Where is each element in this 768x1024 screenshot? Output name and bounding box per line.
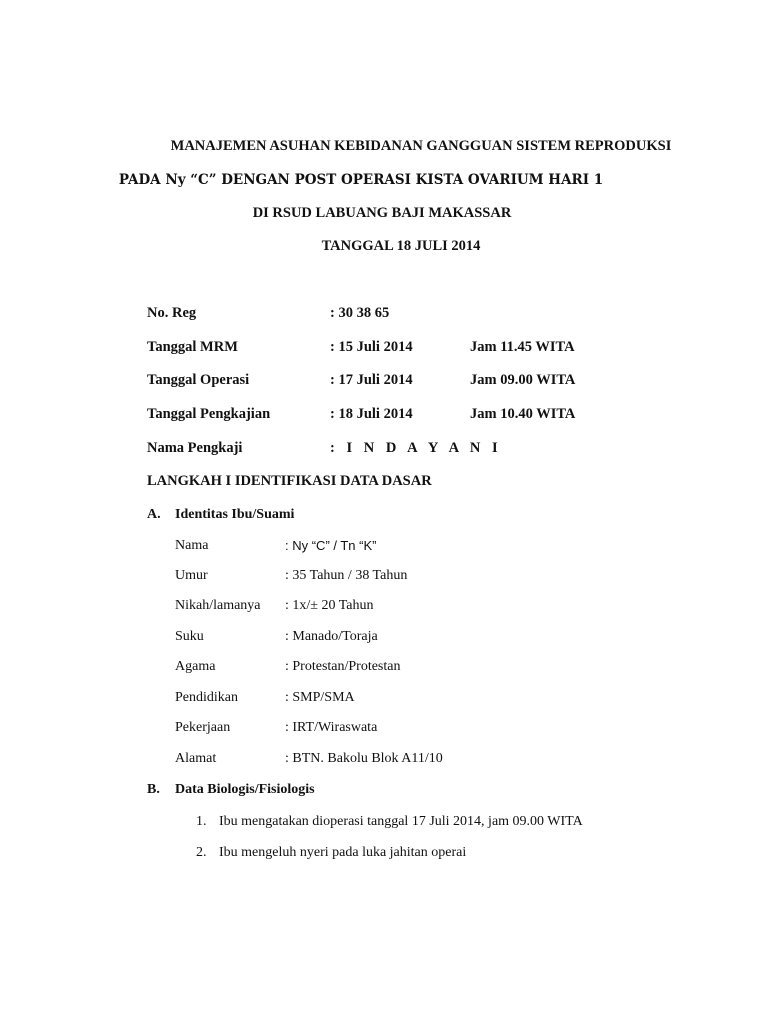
registration-time: Jam 10.40 WITA (470, 406, 576, 422)
identity-label: Nama (175, 538, 209, 553)
registration-time: Jam 09.00 WITA (470, 372, 576, 388)
identity-label: Agama (175, 659, 216, 674)
identity-label: Pendidikan (175, 690, 238, 705)
registration-value: : I N D A Y A N I (330, 440, 502, 456)
registration-label: Tanggal Operasi (147, 372, 250, 388)
section-a-title: Identitas Ibu/Suami (175, 507, 295, 522)
title-line-4: TANGGAL 18 JULI 2014 (321, 238, 481, 254)
identity-value: : 1x/± 20 Tahun (285, 598, 374, 613)
identity-value: : 35 Tahun / 38 Tahun (285, 568, 408, 583)
section-b-title: Data Biologis/Fisiologis (175, 782, 315, 797)
title-line-3: DI RSUD LABUANG BAJI MAKASSAR (252, 205, 512, 221)
list-item-text: Ibu mengatakan dioperasi tanggal 17 Juli 2014, jam 09.00 WITA (219, 814, 583, 829)
registration-label: No. Reg (147, 305, 197, 321)
identity-value: : BTN. Bakolu Blok A11/10 (285, 751, 443, 766)
identity-label: Umur (175, 568, 208, 583)
identity-label: Suku (175, 629, 204, 644)
step-heading: LANGKAH I IDENTIFIKASI DATA DASAR (147, 473, 432, 489)
identity-value: : Manado/Toraja (285, 629, 378, 644)
identity-value: : IRT/Wiraswata (285, 720, 378, 735)
registration-label: Nama Pengkaji (147, 440, 243, 456)
identity-value: : SMP/SMA (285, 690, 355, 705)
title-line-2: PADA Ny “C” DENGAN POST OPERASI KISTA OVARIUM HARI 1 (118, 172, 604, 188)
list-item-text: Ibu mengeluh nyeri pada luka jahitan operai (219, 845, 467, 860)
identity-label: Pekerjaan (175, 720, 231, 735)
registration-label: Tanggal Pengkajian (147, 406, 271, 422)
identity-label: Alamat (175, 751, 217, 766)
registration-time: Jam 11.45 WITA (470, 339, 575, 355)
section-b-letter: B. (147, 782, 160, 797)
identity-value: : Protestan/Protestan (285, 659, 401, 674)
registration-value: : 15 Juli 2014 (330, 339, 413, 355)
registration-label: Tanggal MRM (147, 339, 238, 355)
list-item-number: 2. (196, 845, 207, 860)
title-line-1: MANAJEMEN ASUHAN KEBIDANAN GANGGUAN SISTEM REPRODUKSI (170, 138, 672, 154)
section-a-letter: A. (147, 507, 161, 522)
registration-value: : 18 Juli 2014 (330, 406, 413, 422)
registration-value: : 30 38 65 (330, 305, 390, 321)
list-item-number: 1. (196, 814, 207, 829)
registration-value: : 17 Juli 2014 (330, 372, 413, 388)
identity-value: : Ny “C” / Tn “K” (285, 538, 377, 553)
identity-label: Nikah/lamanya (175, 598, 261, 613)
